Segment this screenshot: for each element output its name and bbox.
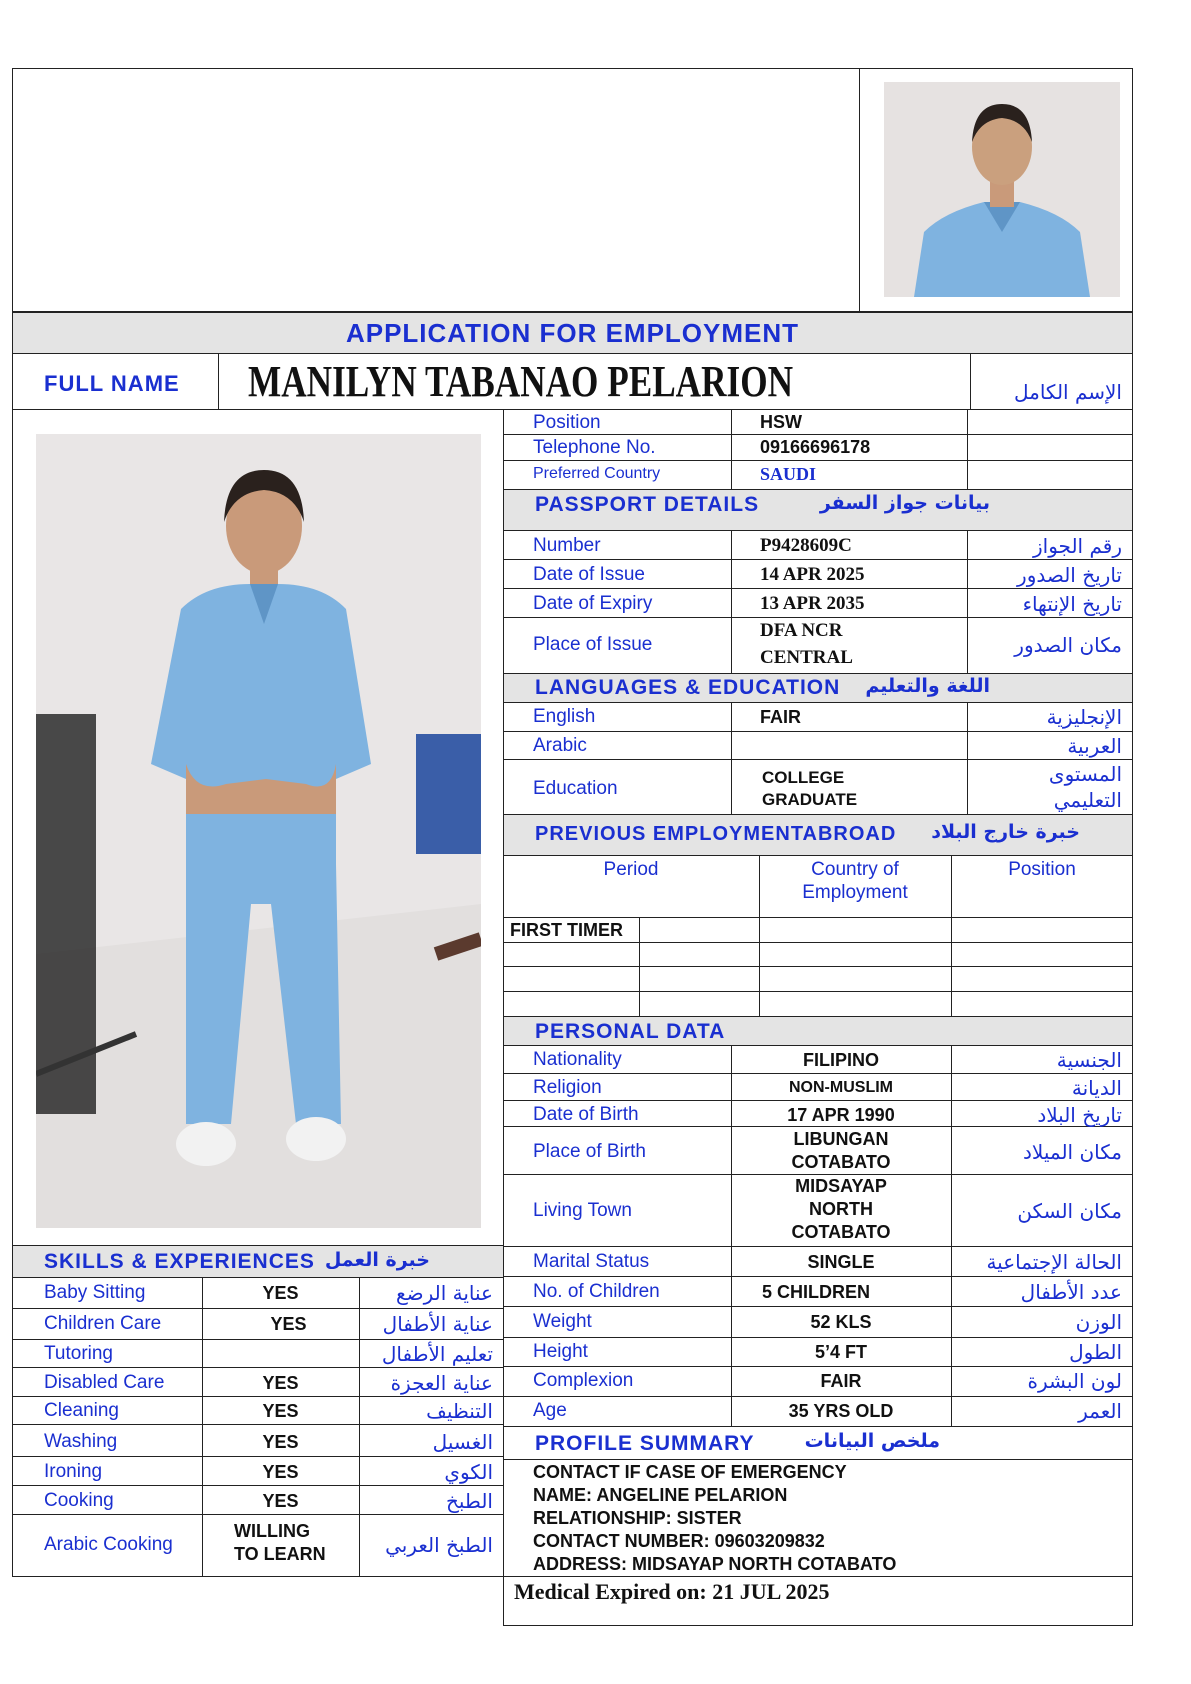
education-value-line1: COLLEGE: [762, 768, 845, 787]
passport-number-arabic: رقم الجواز: [1033, 534, 1122, 558]
profile-line-4: CONTACT NUMBER: 09603209832: [533, 1531, 825, 1551]
skill-baby-sitting-value: YES: [262, 1283, 299, 1303]
place-of-birth-value-line2: COTABATO: [791, 1152, 891, 1172]
religion-arabic: الديانة: [1071, 1076, 1122, 1100]
skill-disabled-care-value: YES: [262, 1373, 299, 1393]
skill-arabic-cooking-label: Arabic Cooking: [44, 1534, 173, 1555]
skill-baby-sitting-label: Baby Sitting: [44, 1282, 146, 1303]
profile-line-2: NAME: ANGELINE PELARION: [533, 1485, 788, 1505]
living-town-value-line2: NORTH: [809, 1199, 873, 1219]
complexion-value: FAIR: [820, 1371, 862, 1391]
applicant-photo-full: [36, 434, 481, 1228]
employment-section-arabic: خبرة خارج البلاد: [931, 821, 1080, 843]
weight-value: 52 KLS: [810, 1312, 872, 1332]
skill-children-care-value: YES: [270, 1314, 307, 1334]
full-name-value: MANILYN TABANAO PELARION: [248, 357, 794, 406]
living-town-label: Living Town: [533, 1200, 632, 1221]
weight-arabic: الوزن: [1075, 1310, 1122, 1334]
employment-col-position: Position: [1008, 859, 1076, 880]
skills-section-title: SKILLS & EXPERIENCES: [44, 1250, 315, 1273]
skill-arabic-cooking-value-line1: WILLING: [234, 1521, 310, 1541]
skill-arabic-cooking-value-line2: TO LEARN: [234, 1544, 326, 1564]
nationality-label: Nationality: [533, 1049, 622, 1070]
skill-ironing-label: Ironing: [44, 1461, 103, 1482]
skill-children-care-arabic: عناية الأطفال: [382, 1312, 493, 1336]
page-title: APPLICATION FOR EMPLOYMENT: [345, 318, 800, 348]
profile-line-1: CONTACT IF CASE OF EMERGENCY: [533, 1462, 847, 1482]
telephone-value: 09166696178: [760, 437, 871, 457]
living-town-arabic: مكان السكن: [1017, 1199, 1122, 1223]
weight-label: Weight: [533, 1311, 592, 1332]
place-of-issue-label: Place of Issue: [533, 634, 653, 655]
position-label: Position: [533, 412, 601, 433]
passport-section-arabic: بيانات جواز السفر: [819, 492, 990, 514]
skill-ironing-arabic: الكوي: [444, 1460, 493, 1484]
marital-status-arabic: الحالة الإجتماعية: [986, 1250, 1122, 1274]
date-of-expiry-arabic: تاريخ الإنتهاء: [1022, 592, 1122, 616]
date-of-issue-value: 14 APR 2025: [760, 564, 865, 585]
employment-col-country-line1: Country of: [811, 859, 899, 880]
skill-arabic-cooking-arabic: الطبخ العربي: [385, 1533, 493, 1557]
children-arabic: عدد الأطفال: [1020, 1280, 1122, 1304]
education-value-line2: GRADUATE: [762, 790, 858, 809]
skill-ironing-value: YES: [262, 1462, 299, 1482]
religion-label: Religion: [533, 1077, 602, 1098]
date-of-issue-label: Date of Issue: [533, 564, 645, 585]
skill-cooking-label: Cooking: [44, 1490, 114, 1511]
english-arabic: الإنجليزية: [1046, 705, 1122, 729]
height-value: 5’4 FT: [814, 1342, 867, 1362]
date-of-expiry-value: 13 APR 2035: [760, 593, 865, 614]
skill-baby-sitting-arabic: عناية الرضع: [395, 1281, 493, 1305]
employment-first-timer: FIRST TIMER: [510, 920, 623, 940]
full-name-arabic: الإسم الكامل: [1013, 380, 1122, 404]
marital-status-value: SINGLE: [807, 1252, 875, 1272]
date-of-birth-label: Date of Birth: [533, 1104, 639, 1125]
skill-disabled-care-arabic: عناية العجزة: [390, 1371, 493, 1395]
personal-section-title: PERSONAL DATA: [535, 1020, 726, 1043]
employment-col-country-line2: Employment: [802, 882, 908, 903]
skill-washing-value: YES: [262, 1432, 299, 1452]
place-of-issue-value-line2: CENTRAL: [760, 647, 853, 668]
place-of-birth-value-line1: LIBUNGAN: [793, 1129, 889, 1149]
nationality-value: FILIPINO: [803, 1050, 879, 1070]
telephone-label: Telephone No.: [533, 437, 656, 458]
date-of-issue-arabic: تاريخ الصدور: [1017, 563, 1122, 587]
complexion-label: Complexion: [533, 1370, 634, 1391]
nationality-arabic: الجنسية: [1056, 1048, 1122, 1072]
skill-tutoring-label: Tutoring: [44, 1343, 113, 1364]
arabic-language-label: Arabic: [533, 735, 587, 756]
full-name-label: FULL NAME: [44, 371, 180, 396]
profile-line-5: ADDRESS: MIDSAYAP NORTH COTABATO: [533, 1554, 897, 1574]
skill-disabled-care-label: Disabled Care: [44, 1372, 165, 1393]
children-value: 5 CHILDREN: [762, 1282, 871, 1302]
religion-value: NON-MUSLIM: [789, 1079, 893, 1096]
medical-expiry: Medical Expired on: 21 JUL 2025: [514, 1579, 830, 1604]
position-value: HSW: [760, 412, 802, 432]
skill-tutoring-arabic: تعليم الأطفال: [381, 1342, 493, 1366]
passport-section-title: PASSPORT DETAILS: [535, 493, 760, 516]
skill-children-care-label: Children Care: [44, 1313, 162, 1334]
passport-number-label: Number: [533, 535, 601, 556]
profile-section-title: PROFILE SUMMARY: [535, 1432, 755, 1455]
skill-cleaning-value: YES: [262, 1401, 299, 1421]
english-value: FAIR: [760, 707, 802, 727]
languages-section-arabic: اللغة والتعليم: [865, 675, 990, 697]
skill-cleaning-arabic: التنظيف: [426, 1399, 493, 1423]
place-of-issue-value-line1: DFA NCR: [760, 620, 843, 641]
date-of-birth-arabic: تاريخ البلاد: [1037, 1103, 1122, 1127]
complexion-arabic: لون البشرة: [1027, 1369, 1122, 1393]
age-value: 35 YRS OLD: [788, 1401, 894, 1421]
english-label: English: [533, 706, 596, 727]
education-arabic-line1: المستوى: [1048, 762, 1122, 786]
skills-section-arabic: خبرة العمل: [324, 1249, 430, 1271]
place-of-birth-arabic: مكان الميلاد: [1023, 1140, 1122, 1164]
preferred-country-value: SAUDI: [760, 464, 817, 484]
arabic-language-arabic: العربية: [1067, 734, 1122, 758]
profile-line-3: RELATIONSHIP: SISTER: [533, 1508, 742, 1528]
height-arabic: الطول: [1069, 1340, 1122, 1364]
passport-number-value: P9428609C: [760, 535, 852, 556]
skill-washing-label: Washing: [44, 1431, 118, 1452]
skill-washing-arabic: الغسيل: [432, 1430, 493, 1454]
profile-section-arabic: ملخص البيانات: [804, 1430, 940, 1452]
employment-col-period: Period: [603, 859, 659, 880]
place-of-issue-arabic: مكان الصدور: [1014, 633, 1122, 657]
applicant-photo-small: [884, 82, 1120, 297]
marital-status-label: Marital Status: [533, 1251, 650, 1272]
date-of-expiry-label: Date of Expiry: [533, 593, 653, 614]
living-town-value-line1: MIDSAYAP: [795, 1176, 887, 1196]
skill-cooking-value: YES: [262, 1491, 299, 1511]
skill-cooking-arabic: الطبخ: [445, 1489, 493, 1513]
preferred-country-label: Preferred Country: [533, 465, 661, 482]
age-arabic: العمر: [1078, 1399, 1122, 1423]
languages-section-title: LANGUAGES & EDUCATION: [535, 676, 841, 699]
skill-cleaning-label: Cleaning: [44, 1400, 119, 1421]
living-town-value-line3: COTABATO: [791, 1222, 891, 1242]
age-label: Age: [533, 1400, 567, 1421]
place-of-birth-label: Place of Birth: [533, 1141, 646, 1162]
employment-section-title: PREVIOUS EMPLOYMENTABROAD: [535, 823, 897, 845]
education-label: Education: [533, 778, 618, 799]
education-arabic-line2: التعليمي: [1053, 788, 1122, 812]
height-label: Height: [533, 1341, 588, 1362]
children-label: No. of Children: [533, 1281, 660, 1302]
date-of-birth-value: 17 APR 1990: [787, 1105, 895, 1125]
